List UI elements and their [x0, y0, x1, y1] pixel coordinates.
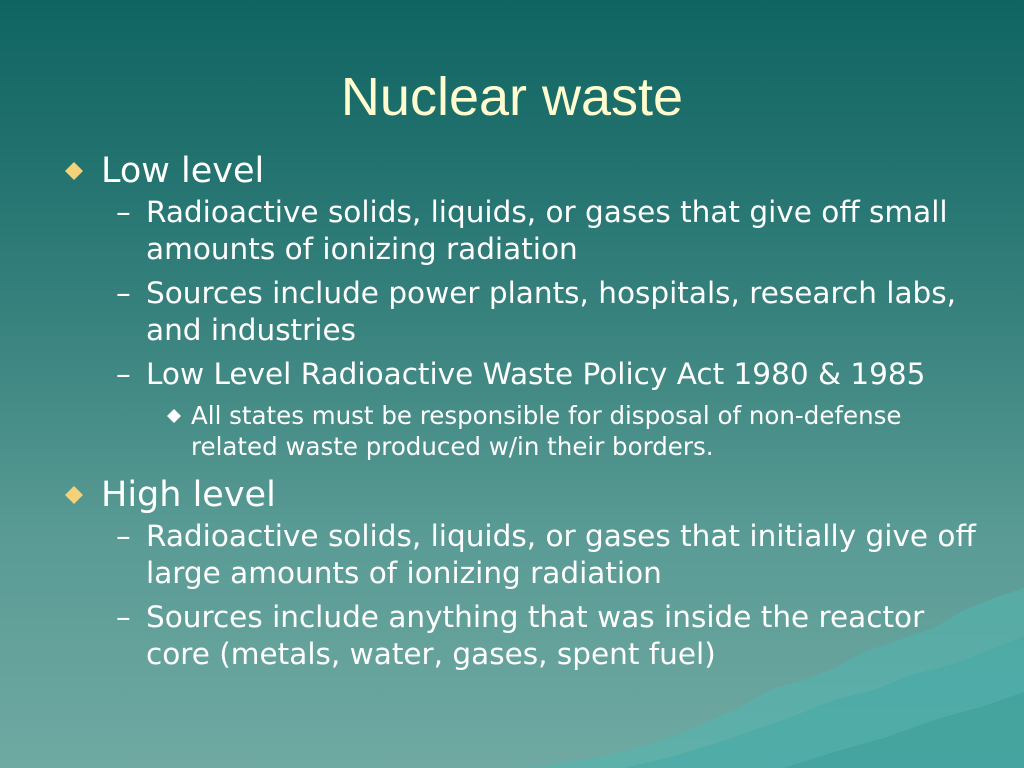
diamond-bullet-icon: [65, 486, 83, 504]
slide-title: Nuclear waste: [340, 67, 684, 127]
dash-marker: –: [116, 357, 131, 391]
third-level-text: All states must be responsible for disposal of non-defense related waste produced w/in their borders.: [191, 401, 902, 461]
subbullet-item: [62, 356, 992, 393]
subbullet-item: [62, 275, 992, 349]
subbullet-item: [62, 194, 992, 268]
diamond-bullet-icon: [65, 162, 83, 180]
dash-marker: –: [116, 276, 131, 310]
dash-marker: –: [116, 600, 131, 634]
slide-body: [62, 151, 992, 680]
heading-low-level: Low level: [101, 151, 265, 191]
diamond-bullet-icon: [167, 409, 181, 423]
subbullet-text: Low Level Radioactive Waste Policy Act 1980 & 1985: [146, 357, 926, 391]
bullet-low-level: [62, 151, 992, 192]
heading-high-level: High level: [101, 475, 276, 515]
subbullet-text: Sources include power plants, hospitals, research labs, and industries: [146, 276, 957, 347]
subbullet-text: Radioactive solids, liquids, or gases that initially give off large amounts of ionizing radiation: [146, 519, 976, 590]
subbullet-text: Sources include anything that was inside the reactor core (metals, water, gases, spent fuel): [146, 600, 925, 671]
subbullet-item: [62, 599, 992, 673]
subbullet-text: Radioactive solids, liquids, or gases that give off small amounts of ionizing radiation: [146, 195, 948, 266]
third-level-item: [62, 400, 992, 462]
dash-marker: –: [116, 195, 131, 229]
dash-marker: –: [116, 519, 131, 553]
subbullet-item: [62, 518, 992, 592]
bullet-high-level: [62, 475, 992, 516]
